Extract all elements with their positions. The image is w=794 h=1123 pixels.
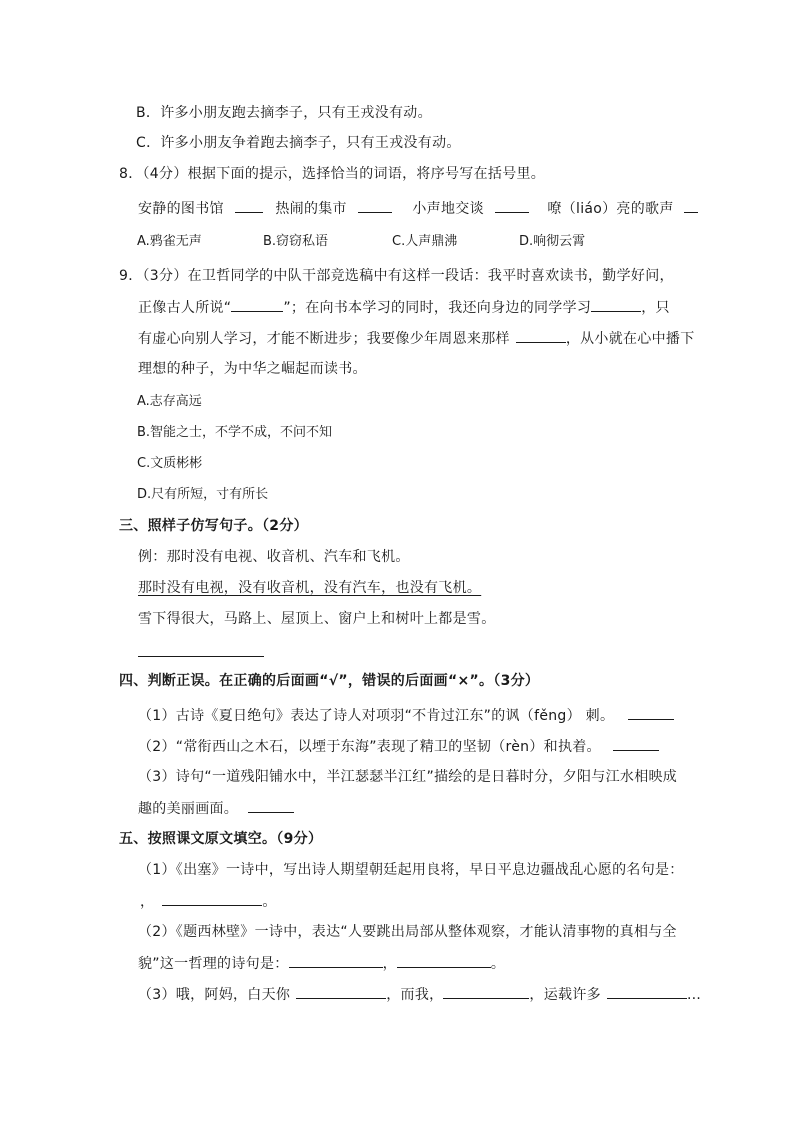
q8-blank-3[interactable] (495, 198, 529, 213)
q8-option-b: B.窃窃私语 (263, 234, 329, 249)
s5-item-1a: （1）《出塞》一诗中，写出诗人期望朝廷起用良将，早日平息边疆战乱心愿的名句是： (138, 862, 684, 878)
s4-item-2-text: （2）“常衔西山之木石，以堙于东海”表现了精卫的坚韧（rèn）和执着。 (138, 739, 601, 755)
q9-blank-1[interactable] (231, 297, 283, 312)
s3-answer-blank[interactable] (138, 642, 264, 657)
s3-example-answer: 那时没有电视，没有收音机，没有汽车，也没有飞机。 (138, 580, 482, 596)
s5-item-1b (140, 891, 277, 912)
s4-item-3b-text: 趣的美丽画面。 (138, 801, 239, 817)
q9-option-d: D.尺有所短，寸有所长 (137, 487, 269, 502)
s5-text: ， (382, 956, 397, 972)
s3-example: 例：那时没有电视、收音机、汽车和飞机。 (138, 549, 410, 565)
s4-item-3b (138, 798, 294, 819)
s4-blank-2[interactable] (613, 736, 659, 751)
s5-text: ， (140, 894, 155, 910)
s5-blank-5[interactable] (443, 984, 529, 999)
s3-question: 雪下得很大，马路上、屋顶上、窗户上和树叶上都是雪。 (138, 611, 496, 627)
q9-text: 正像古人所说“ (138, 300, 232, 316)
s5-text: 。 (262, 894, 277, 910)
q9-option-c: C.文质彬彬 (137, 456, 203, 471)
q7-option-b: B．许多小朋友跑去摘李子，只有王戎没有动。 (136, 105, 432, 121)
s5-item-3 (138, 984, 701, 1005)
section-3-title: 三、照样子仿写句子。（2分） (119, 518, 308, 534)
q9-line-1: 9．（3分）在卫哲同学的中队干部竞选稿中有这样一段话：我平时喜欢读书，勤学好问， (119, 268, 674, 284)
s4-blank-1[interactable] (628, 705, 674, 720)
s4-item-1 (138, 705, 674, 726)
q9-line-2 (138, 297, 670, 318)
section-5-title: 五、按照课文原文填空。（9分） (119, 831, 323, 847)
s5-text: 。 (490, 956, 506, 972)
s5-text: ，运载许多 (529, 987, 601, 1003)
q8-blank-4[interactable] (684, 198, 698, 213)
s5-blank-3[interactable] (397, 953, 491, 968)
q9-blank-3[interactable] (516, 328, 566, 343)
q8-prompt-3: 小声地交谈 (412, 201, 484, 217)
q8-option-a: A.鸦雀无声 (137, 234, 202, 249)
s5-blank-4[interactable] (296, 984, 386, 999)
q9-text: ，只 (641, 300, 670, 316)
s5-text: ，而我， (386, 987, 444, 1003)
q8-stem: 8．（4分）根据下面的提示，选择恰当的词语，将序号写在括号里。 (119, 166, 546, 182)
q8-prompt-1: 安静的图书馆 (138, 201, 224, 217)
s5-text: … (686, 987, 702, 1003)
s5-item-2a: （2）《题西林壁》一诗中，表达“人要跳出局部从整体观察，才能认清事物的真相与全 (138, 924, 677, 940)
q9-text: ，从小就在心中播下 (565, 331, 695, 347)
s4-blank-3[interactable] (248, 798, 294, 813)
q9-option-a: A.志存高远 (137, 394, 202, 409)
q8-option-c: C.人声鼎沸 (392, 234, 458, 249)
s5-item-2b (138, 953, 505, 974)
q9-text: ”；在向书本学习的同时，我还向身边的同学学习 (283, 300, 592, 316)
q8-prompt-2: 热闹的集市 (275, 201, 347, 217)
section-4-title: 四、判断正误。在正确的后面画“√”，错误的后面画“×”。（3分） (119, 673, 540, 689)
s5-text: （3）哦，阿妈，白天你 (138, 987, 291, 1003)
s4-item-3a: （3）诗句“一道残阳铺水中，半江瑟瑟半江红”描绘的是日暮时分，夕阳与江水相映成 (138, 769, 678, 785)
q7-option-c: C．许多小朋友争着跑去摘李子，只有王戎没有动。 (136, 135, 461, 151)
s4-item-1-text: （1）古诗《夏日绝句》表达了诗人对项羽“不肯过江东”的讽（fěng） 刺。 (138, 708, 615, 724)
q8-blank-1[interactable] (235, 198, 263, 213)
q8-prompts-row (138, 198, 698, 219)
s5-blank-1[interactable] (162, 891, 262, 906)
q9-blank-2[interactable] (591, 297, 641, 312)
s5-blank-2[interactable] (289, 953, 383, 968)
s4-item-2 (138, 736, 659, 757)
q9-line-4: 理想的种子，为中华之崛起而读书。 (138, 361, 367, 377)
q9-line-3 (138, 328, 695, 349)
q8-prompt-4: 嘹（liáo）亮的歌声 (547, 201, 674, 217)
s5-blank-6[interactable] (607, 984, 687, 999)
s5-text: 貌”这一哲理的诗句是： (138, 956, 289, 972)
q9-option-b: B.智能之士，不学不成，不问不知 (137, 425, 333, 440)
q9-text: 有虚心向别人学习，才能不断进步；我要像少年周恩来那样 (138, 331, 510, 347)
q8-option-d: D.响彻云霄 (519, 234, 586, 249)
q8-blank-2[interactable] (358, 198, 392, 213)
